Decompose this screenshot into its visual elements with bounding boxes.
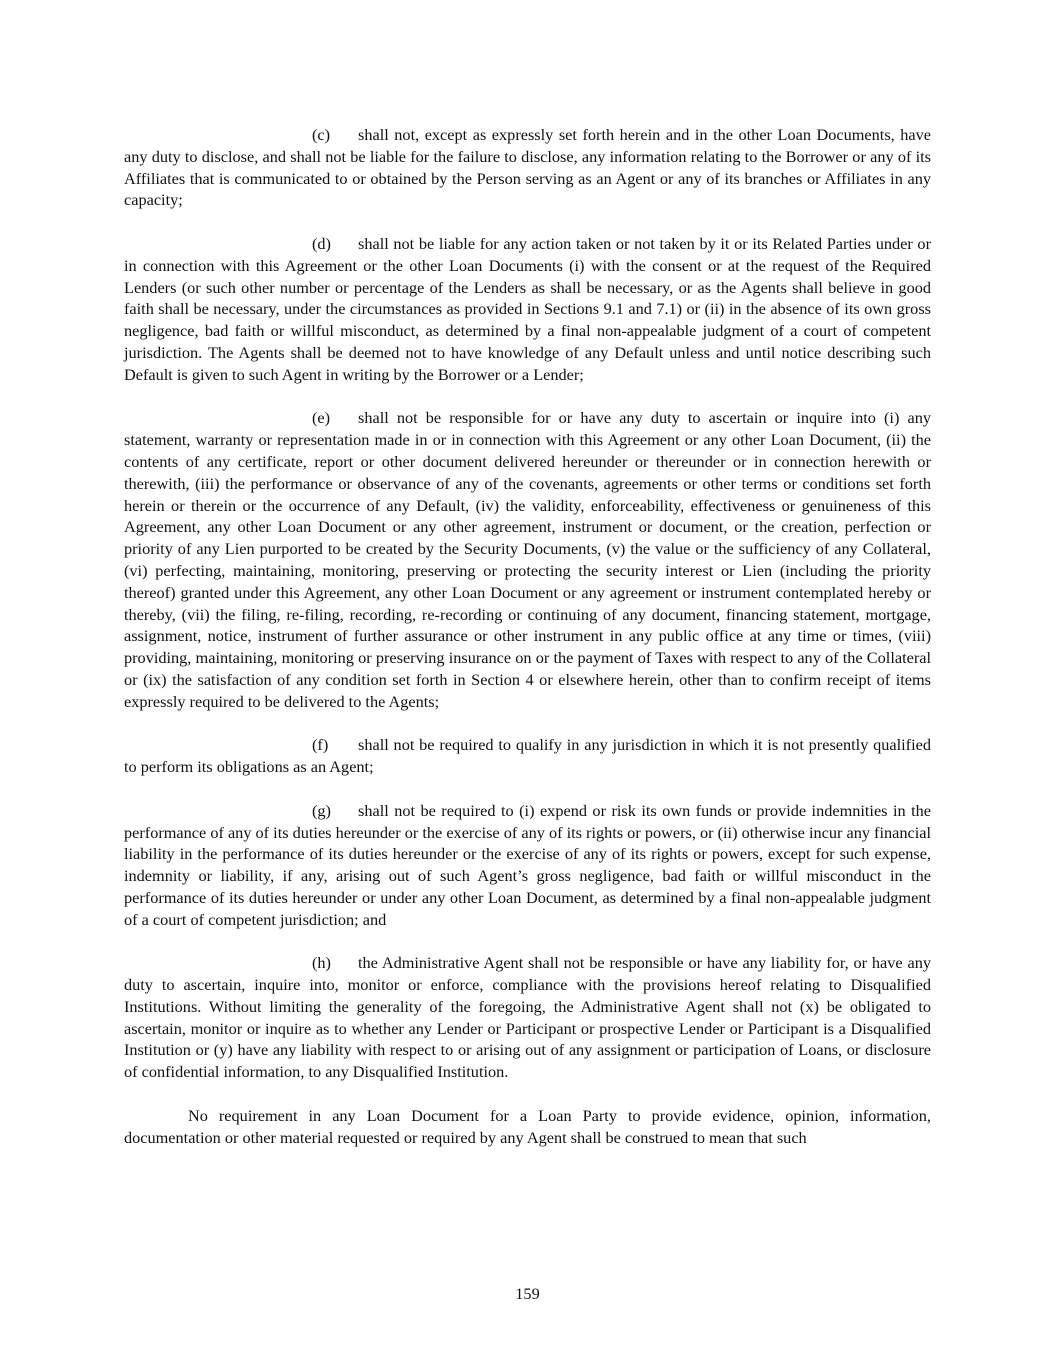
clause-marker: (d) [312,233,331,253]
page-number: 159 [515,1284,540,1303]
clause-marker: (c) [312,125,331,144]
closing-paragraph: No requirement in any Loan Document for a Loan Party to provide evidence, opinion, information, documentation or other material requested or required by any Agent shall be construed to mean that such [124,1105,931,1147]
clause-text: shall not be liable for any action taken or not taken by it or its Related Parties under or in connection with this Agreement or the other Loan Documents (i) with the consent or at the request of the Required Lenders (or such other number or percentage of the Lenders as shall be necessary, or as the Agents shall believe in good faith shall be necessary, under the circumstances as provided in Sections 9.1 and 7.1) or (ii) in the absence of its own gross negligence, bad faith or willful misconduct, as determined by a final non-appealable judgment of a court of competent jurisdiction. The Agents shall be deemed not to have knowledge of any Default unless and until notice describing such Default is given to such Agent in writing by the Borrower or a Lender; [124,233,931,384]
clause-text: the Administrative Agent shall not be responsible or have any liability for, or have any duty to ascertain, inquire into, monitor or enforce, compliance with the provisions hereof relating to Disqualified Institutions. Without limiting the generality of the foregoing, the Administrative Agent shall not (x) be obligated to ascertain, monitor or inquire as to whether any Lender or Participant or prospective Lender or Participant is a Disqualified Institution or (y) have any liability with respect to or arising out of any assignment or participation of Loans, or disclosure of confidential information, to any Disqualified Institution. [124,953,931,1082]
clause-marker: (g) [312,800,331,820]
clause-g [124,800,931,931]
clause-f [124,734,931,778]
clause-e [124,407,931,712]
clause-marker: (e) [312,408,331,428]
clause-c [124,124,931,211]
clause-h [124,952,931,1083]
clause-marker: (h) [312,953,331,973]
clause-text: shall not be required to qualify in any jurisdiction in which it is not presently qualified to perform its obligations as an Agent; [124,735,931,777]
document-page [124,124,931,1170]
clause-marker: (f) [312,735,329,755]
clause-d [124,233,931,386]
clause-text: shall not, except as expressly set forth herein and in the other Loan Documents, have any duty to disclose, and shall not be liable for the failure to disclose, any information relating to the Borrower or any of its Affiliates that is communicated to or obtained by the Person serving as an Agent or any of its branches or Affiliates in any capacity; [124,125,931,210]
clause-text: shall not be responsible for or have any duty to ascertain or inquire into (i) any statement, warranty or representation made in or in connection with this Agreement or any other Loan Document, (ii) the contents of any certificate, report or other document delivered hereunder or thereunder or in connection herewith or therewith, (iii) the performance or observance of any of the covenants, agreements or other terms or conditions set forth herein or therein or the occurrence of any Default, (iv) the validity, enforceability, effectiveness or genuineness of this Agreement, any other Loan Document or any other agreement, instrument or document, or the creation, perfection or priority of any Lien purported to be created by the Security Documents, (v) the value or the sufficiency of any Collateral, (vi) perfecting, maintaining, monitoring, preserving or protecting the security interest or Lien (including the priority thereof) granted under this Agreement, any other Loan Document or any agreement or instrument contemplated hereby or thereby, (vii) the filing, re-filing, recording, re-recording or continuing of any document, financing statement, mortgage, assignment, notice, instrument of further assurance or other instrument in any public office at any time or times, (viii) providing, maintaining, monitoring or preserving insurance on or the payment of Taxes with respect to any of the Collateral or (ix) the satisfaction of any condition set forth in Section 4 or elsewhere herein, other than to confirm receipt of items expressly required to be delivered to the Agents; [124,408,931,711]
clause-text: shall not be required to (i) expend or risk its own funds or provide indemnities in the performance of any of its duties hereunder or the exercise of any of its rights or powers, or (ii) otherwise incur any financial liability in the performance of its duties hereunder or the exercise of any of its rights or powers, except for such expense, indemnity or liability, if any, arising out of such Agent’s gross negligence, bad faith or willful misconduct in the performance of its duties hereunder or under any other Loan Document, as determined by a final non-appealable judgment of a court of competent jurisdiction; and [124,800,931,929]
